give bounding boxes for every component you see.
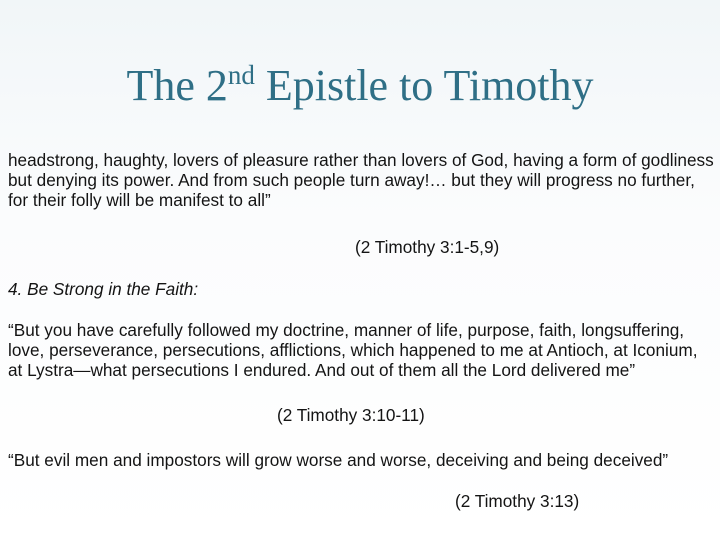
passage-1-text: headstrong, haughty, lovers of pleasure rather than lovers of God, having a form of godliness but denying its power. And from such people turn away!… but they will progress no further, for their folly will be manifest to all” [8,150,714,210]
section-heading: 4. Be Strong in the Faith: [8,279,199,299]
passage-3-text: “But evil men and impostors will grow worse and worse, deceiving and being deceived” [8,450,669,470]
slide-title [0,58,720,114]
passage-1-reference: (2 Timothy 3:1-5,9) [355,237,500,257]
passage-2-reference: (2 Timothy 3:10-11) [277,405,425,425]
passage-2-text: “But you have carefully followed my doctrine, manner of life, purpose, faith, longsuffering, love, perseverance, persecutions, afflictions, which happened to me at Antioch, at Iconium, at Lystra—what persecutions I endured. And out of them all the Lord delivered me” [8,320,698,380]
title-prefix: The 2 [126,61,228,110]
passage-3-reference: (2 Timothy 3:13) [455,491,580,511]
title-superscript: nd [227,60,255,90]
title-suffix: Epistle to Timothy [254,61,594,110]
